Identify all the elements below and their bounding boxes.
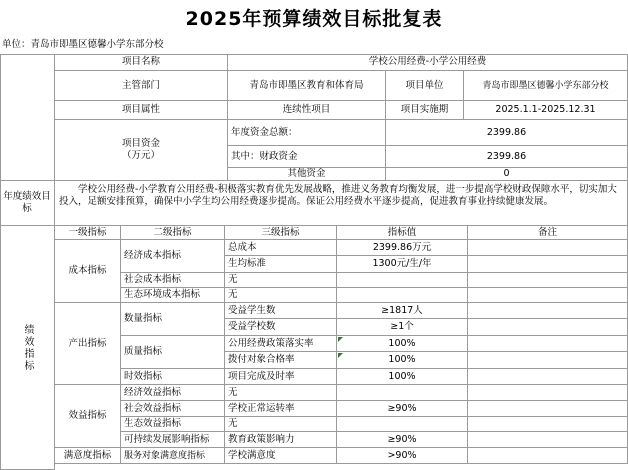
perf-label: 绩效指标	[22, 323, 33, 372]
row-edu-policy: 教育政策影响力	[225, 432, 337, 448]
note-cell	[468, 319, 628, 336]
row-timeliness: 时效指标	[121, 369, 225, 385]
group-benefit: 效益指标	[55, 385, 121, 448]
funds-total-label: 年度资金总额：	[228, 120, 386, 146]
funds-other-value: 0	[386, 168, 628, 181]
note-cell	[468, 352, 628, 369]
value-cell	[337, 288, 468, 303]
row-school-sat-value: >90%	[337, 448, 468, 464]
cell-marker-icon	[338, 337, 343, 342]
note-cell	[468, 401, 628, 417]
note-cell	[468, 240, 628, 256]
dept-label: 主管部门	[55, 71, 228, 101]
row-schools-value: ≥1个	[337, 319, 468, 336]
note-cell	[468, 417, 628, 432]
row-pass-rate-value: 100%	[337, 352, 468, 369]
row-quality: 质量指标	[121, 336, 225, 369]
group-cost: 成本指标	[55, 240, 121, 303]
attr-label: 项目属性	[55, 101, 228, 120]
row-per-student: 生均标准	[225, 256, 337, 273]
row-pass-rate: 拨付对象合格率	[225, 352, 337, 369]
row-econ-benefit: 经济效益指标	[121, 385, 225, 401]
impl-unit-value: 青岛市即墨区德馨小学东部分校	[464, 71, 628, 101]
value-cell	[337, 273, 468, 288]
funds-label: 项目资金 （万元）	[55, 120, 228, 181]
project-name-value: 学校公用经费-小学公用经费	[228, 54, 628, 71]
header-l3: 三级指标	[225, 226, 337, 240]
annual-goal-label: 年度绩效目标	[0, 181, 55, 226]
row-social-benefit: 社会效益指标	[121, 401, 225, 417]
row-social-cost-value: 无	[225, 273, 337, 288]
note-cell	[468, 273, 628, 288]
note-cell	[468, 369, 628, 385]
period-value: 2025.1.1-2025.12.31	[464, 101, 628, 120]
note-cell	[468, 288, 628, 303]
funds-total-value: 2399.86	[386, 120, 628, 146]
note-cell	[468, 385, 628, 401]
value-cell	[337, 385, 468, 401]
row-policy-rate: 公用经费政策落实率	[225, 336, 337, 352]
row-operation: 学校正常运转率	[225, 401, 337, 417]
value-cell	[337, 417, 468, 432]
period-label: 项目实施期	[386, 101, 464, 120]
row-policy-rate-value: 100%	[337, 336, 468, 352]
note-cell	[468, 303, 628, 319]
note-cell	[468, 448, 628, 464]
row-school-sat: 学校满意度	[225, 448, 337, 464]
row-econ-benefit-value: 无	[225, 385, 337, 401]
row-total-cost-value: 2399.86万元	[337, 240, 468, 256]
funds-fiscal-label: 其中：财政资金	[228, 146, 386, 168]
perf-cell	[0, 226, 55, 470]
funds-fiscal-value: 2399.86	[386, 146, 628, 168]
project-name-label: 项目名称	[55, 54, 228, 71]
row-eco-cost-value: 无	[225, 288, 337, 303]
header-l1: 一级指标	[55, 226, 121, 240]
annual-goal-text: 学校公用经费-小学教育公用经费-积极落实教育优先发展战略，推进义务教育均衡发展，进一步提高学校财政保障水平，切实加大投入，足额安排预算，确保中小学生均公用经费逐步提高。保证公用经费水平逐步提高，促进教育事业持续健康发展。	[55, 181, 628, 226]
blank-cell	[0, 54, 55, 181]
note-cell	[468, 432, 628, 448]
header-value: 指标值	[337, 226, 468, 240]
row-per-student-value: 1300元/生/年	[337, 256, 468, 273]
unit-label: 单位：青岛市即墨区德馨小学东部分校	[2, 39, 164, 50]
note-cell	[468, 256, 628, 273]
row-edu-policy-value: ≥90%	[337, 432, 468, 448]
impl-unit-label: 项目单位	[386, 71, 464, 101]
row-students-value: ≥1817人	[337, 303, 468, 319]
row-eco-benefit: 生态效益指标	[121, 417, 225, 432]
row-completion-value: 100%	[337, 369, 468, 385]
row-eco-benefit-value: 无	[225, 417, 337, 432]
page-title: 2025年预算绩效目标批复表	[185, 8, 443, 30]
row-service-sat: 服务对象满意度指标	[121, 448, 225, 464]
row-completion: 项目完成及时率	[225, 369, 337, 385]
header-l2: 二级指标	[121, 226, 225, 240]
row-total-cost: 总成本	[225, 240, 337, 256]
header-note: 备注	[468, 226, 628, 240]
row-social-cost: 社会成本指标	[121, 273, 225, 288]
row-econ-cost: 经济成本指标	[121, 240, 225, 273]
row-students: 受益学生数	[225, 303, 337, 319]
row-eco-cost: 生态环境成本指标	[121, 288, 225, 303]
note-cell	[468, 336, 628, 352]
row-operation-value: ≥90%	[337, 401, 468, 417]
group-satisfaction: 满意度指标	[55, 448, 121, 464]
funds-other-label: 其他资金	[228, 168, 386, 181]
row-schools: 受益学校数	[225, 319, 337, 336]
attr-value: 连续性项目	[228, 101, 386, 120]
dept-value: 青岛市即墨区教育和体育局	[228, 71, 386, 101]
group-output: 产出指标	[55, 303, 121, 385]
row-quantity: 数量指标	[121, 303, 225, 336]
cell-marker-icon	[338, 353, 343, 358]
row-sustain: 可持续发展影响指标	[121, 432, 225, 448]
